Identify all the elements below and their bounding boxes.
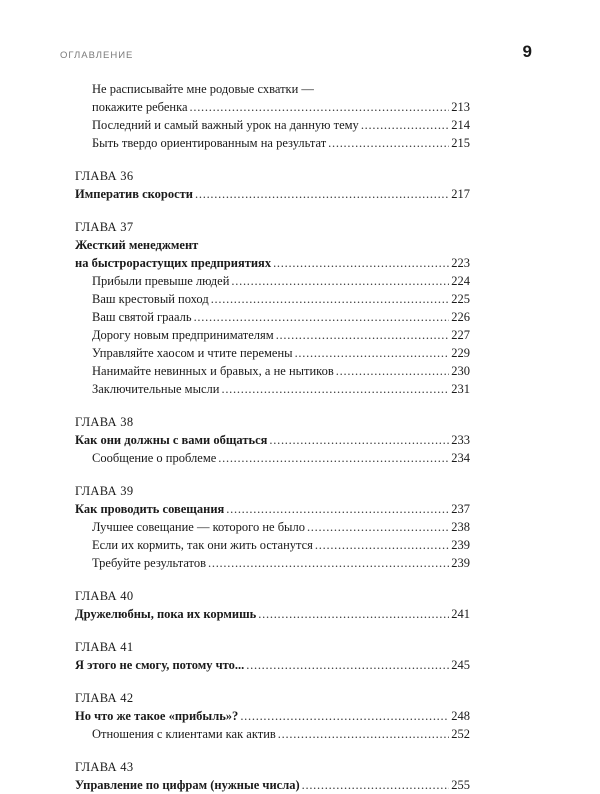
- toc-entry-page: 226: [451, 310, 470, 324]
- toc-entry-line: Не расписывайте мне родовые схватки —: [92, 82, 314, 96]
- chapter-title: Как они должны с вами общаться: [75, 433, 268, 447]
- chapter-entry[interactable]: [75, 500, 470, 518]
- chapter-entry[interactable]: [75, 185, 470, 203]
- toc-entry[interactable]: [75, 308, 470, 326]
- leader-dots: [231, 272, 449, 290]
- leader-dots: [361, 116, 449, 134]
- chapter-entry[interactable]: [75, 254, 470, 272]
- running-title: ОГЛАВЛЕНИЕ: [60, 50, 134, 61]
- toc-entry[interactable]: [75, 518, 470, 536]
- page-number: 9: [522, 42, 532, 61]
- chapter-page: 237: [451, 502, 470, 516]
- toc-entry[interactable]: [75, 98, 470, 116]
- toc-entry-page: 239: [451, 538, 470, 552]
- leader-dots: [269, 431, 449, 449]
- chapter-entry[interactable]: [75, 656, 470, 674]
- chapter-title: Я этого не смогу, потому что...: [75, 658, 245, 672]
- leader-dots: [226, 500, 449, 518]
- toc-entry[interactable]: [75, 380, 470, 398]
- toc-entry-title: Быть твердо ориентированным на результат: [92, 136, 327, 150]
- toc-entry-page: 231: [451, 382, 470, 396]
- chapter-page: 248: [451, 709, 470, 723]
- toc-entry[interactable]: [75, 554, 470, 572]
- toc-entry[interactable]: [75, 326, 470, 344]
- toc-entry[interactable]: [75, 116, 470, 134]
- leader-dots: [315, 536, 449, 554]
- toc-entry-page: 214: [451, 118, 470, 132]
- leader-dots: [258, 605, 449, 623]
- chapter-title: Управление по цифрам (нужные числа): [75, 778, 300, 792]
- chapter-page: 245: [451, 658, 470, 672]
- chapter-page: 233: [451, 433, 470, 447]
- chapter-page: 255: [451, 778, 470, 792]
- toc-entry-title: Дорогу новым предпринимателям: [92, 328, 274, 342]
- chapter-label: ГЛАВА 39: [75, 484, 134, 498]
- toc-entry[interactable]: [75, 290, 470, 308]
- toc-entry-title: Ваш святой грааль: [92, 310, 192, 324]
- toc-entry-title: Прибыли превыше людей: [92, 274, 230, 288]
- chapter-title: Императив скорости: [75, 187, 194, 201]
- toc-entry-title: Лучшее совещание — которого не было: [92, 520, 305, 534]
- chapter-entry[interactable]: [75, 707, 470, 725]
- toc-entry-page: 229: [451, 346, 470, 360]
- chapter-page: 223: [451, 256, 470, 270]
- chapter-label: ГЛАВА 40: [75, 589, 134, 603]
- leader-dots: [194, 308, 450, 326]
- toc-entry-title: Ваш крестовый поход: [92, 292, 209, 306]
- chapter-title: Как проводить совещания: [75, 502, 225, 516]
- table-of-contents: [75, 80, 470, 794]
- leader-dots: [307, 518, 449, 536]
- chapter-entry[interactable]: [75, 605, 470, 623]
- leader-dots: [221, 380, 449, 398]
- leader-dots: [208, 554, 449, 572]
- toc-entry-title: Отношения с клиентами как актив: [92, 727, 276, 741]
- leader-dots: [336, 362, 449, 380]
- toc-entry-title: Управляйте хаосом и чтите перемены: [92, 346, 293, 360]
- toc-entry-page: 252: [451, 727, 470, 741]
- toc-entry-page: 213: [451, 100, 470, 114]
- toc-entry-title: Заключительные мысли: [92, 382, 220, 396]
- leader-dots: [295, 344, 450, 362]
- toc-entry-page: 238: [451, 520, 470, 534]
- chapter-label: ГЛАВА 43: [75, 760, 134, 774]
- chapter-page: 217: [451, 187, 470, 201]
- toc-entry[interactable]: [75, 272, 470, 290]
- leader-dots: [278, 725, 449, 743]
- chapter-label: ГЛАВА 37: [75, 220, 134, 234]
- chapter-title: Но что же такое «прибыль»?: [75, 709, 239, 723]
- chapter-label: ГЛАВА 42: [75, 691, 134, 705]
- page-header: [60, 42, 532, 66]
- toc-entry-title: Нанимайте невинных и бравых, а не нытиков: [92, 364, 334, 378]
- chapter-page: 241: [451, 607, 470, 621]
- leader-dots: [218, 449, 449, 467]
- chapter-entry[interactable]: [75, 431, 470, 449]
- toc-entry[interactable]: [75, 362, 470, 380]
- chapter-label: ГЛАВА 38: [75, 415, 134, 429]
- toc-entry-title: Если их кормить, так они жить останутся: [92, 538, 313, 552]
- leader-dots: [276, 326, 450, 344]
- toc-entry-page: 224: [451, 274, 470, 288]
- toc-entry[interactable]: [75, 344, 470, 362]
- toc-entry-page: 215: [451, 136, 470, 150]
- toc-entry-page: 225: [451, 292, 470, 306]
- toc-entry-title: покажите ребенка: [92, 100, 188, 114]
- toc-entry[interactable]: [75, 449, 470, 467]
- toc-entry-page: 234: [451, 451, 470, 465]
- chapter-entry[interactable]: [75, 776, 470, 794]
- toc-entry[interactable]: [75, 134, 470, 152]
- leader-dots: [195, 185, 449, 203]
- chapter-title: на быстрорастущих предприятиях: [75, 256, 272, 270]
- toc-entry[interactable]: [75, 536, 470, 554]
- chapter-title-line: Жесткий менеджмент: [75, 238, 199, 252]
- chapter-title: Дружелюбны, пока их кормишь: [75, 607, 257, 621]
- leader-dots: [273, 254, 449, 272]
- toc-entry-title: Последний и самый важный урок на данную тему: [92, 118, 359, 132]
- leader-dots: [190, 98, 450, 116]
- toc-entry-title: Сообщение о проблеме: [92, 451, 217, 465]
- chapter-label: ГЛАВА 36: [75, 169, 134, 183]
- toc-entry-title: Требуйте результатов: [92, 556, 206, 570]
- toc-entry-page: 227: [451, 328, 470, 342]
- toc-entry-page: 239: [451, 556, 470, 570]
- leader-dots: [246, 656, 449, 674]
- toc-entry-page: 230: [451, 364, 470, 378]
- leader-dots: [211, 290, 450, 308]
- leader-dots: [240, 707, 449, 725]
- chapter-label: ГЛАВА 41: [75, 640, 134, 654]
- leader-dots: [328, 134, 449, 152]
- toc-entry[interactable]: [75, 725, 470, 743]
- leader-dots: [302, 776, 450, 794]
